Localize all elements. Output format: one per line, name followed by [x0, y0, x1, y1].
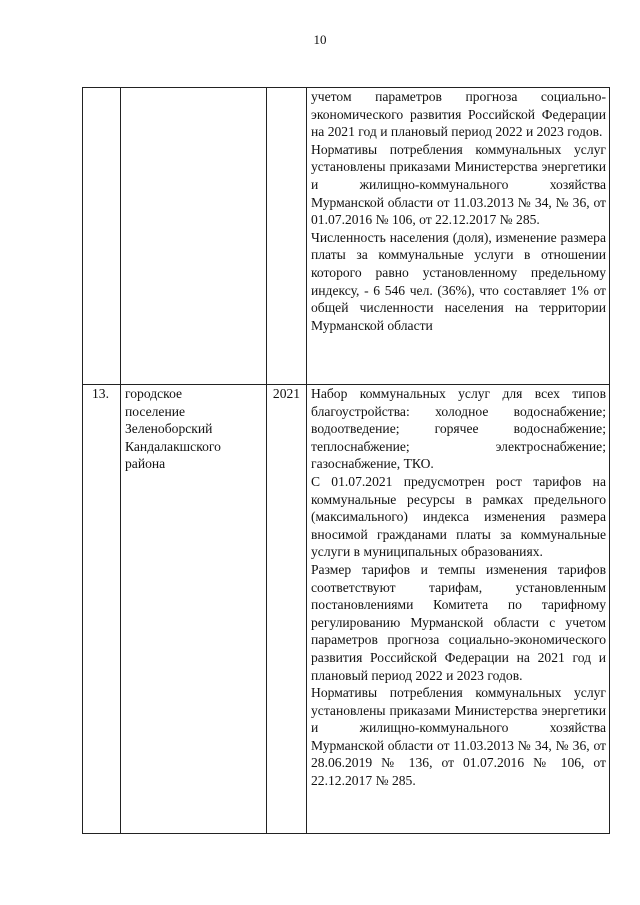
description-paragraph: С 01.07.2021 предусмотрен рост тарифов на коммунальные ресурсы в рамках предельного (максимального) индекса изменения размера вносимой гражданами платы за коммунальные услуги в муниципальных образованиях. — [311, 473, 606, 560]
municipality-line: Зеленоборский — [125, 421, 213, 437]
table-row — [83, 88, 610, 385]
description-paragraph: Набор коммунальных услуг для всех типов благоустройства: холодное водоснабжение; водоотведение; горячее водоснабжение; теплоснабжение; электроснабжение; газоснабжение, ТКО. — [311, 386, 606, 472]
description-paragraph: учетом параметров прогноза социально-экономического развития Российской Федерации на 2021 год и плановый период 2022 и 2023 годов. — [311, 89, 606, 140]
row-number-cell: 13. — [83, 385, 121, 834]
municipality-line: района — [125, 456, 166, 472]
description-paragraph: Размер тарифов и темпы изменения тарифов соответствуют тарифам, установленным постановлениями Комитета по тарифному регулированию Мурманской области с учетом параметров прогноза социально-экономического развития Российской Федерации на 2021 год и плановый период 2022 и 2023 годов. — [311, 561, 606, 683]
municipality-cell — [121, 88, 267, 385]
municipality-cell — [121, 385, 267, 834]
municipality-line: поселение — [125, 403, 186, 419]
description-paragraph: Нормативы потребления коммунальных услуг установлены приказами Министерства энергетики и жилищно-коммунального хозяйства Мурманской области от 11.03.2013 № 34, № 36, от 28.06.2019 № 136, от 01.07.2016 № 106, от 22.12.2017 № 285. — [311, 685, 606, 789]
row-number-cell — [83, 88, 121, 385]
description-cell — [307, 385, 610, 834]
year-cell: 2021 — [267, 385, 307, 834]
year-cell — [267, 88, 307, 385]
description-cell — [307, 88, 610, 385]
page-number: 10 — [313, 32, 327, 47]
municipality-line: городское — [125, 386, 183, 401]
description-paragraph: Нормативы потребления коммунальных услуг установлены приказами Министерства энергетики и жилищно-коммунального хозяйства Мурманской области от 11.03.2013 № 34, № 36, от 01.07.2016 № 106, от 22.12.2017 № 285. — [311, 141, 606, 228]
table-row — [83, 385, 610, 834]
description-paragraph: Численность населения (доля), изменение размера платы за коммунальные услуги в отношении которого равно установленному предельному индексу, - 6 546 чел. (36%), что составляет 1% от общей численности населения на территории Мурманской области — [311, 229, 606, 333]
tariff-table — [82, 87, 610, 834]
municipality-line: Кандалакшского — [125, 438, 221, 454]
